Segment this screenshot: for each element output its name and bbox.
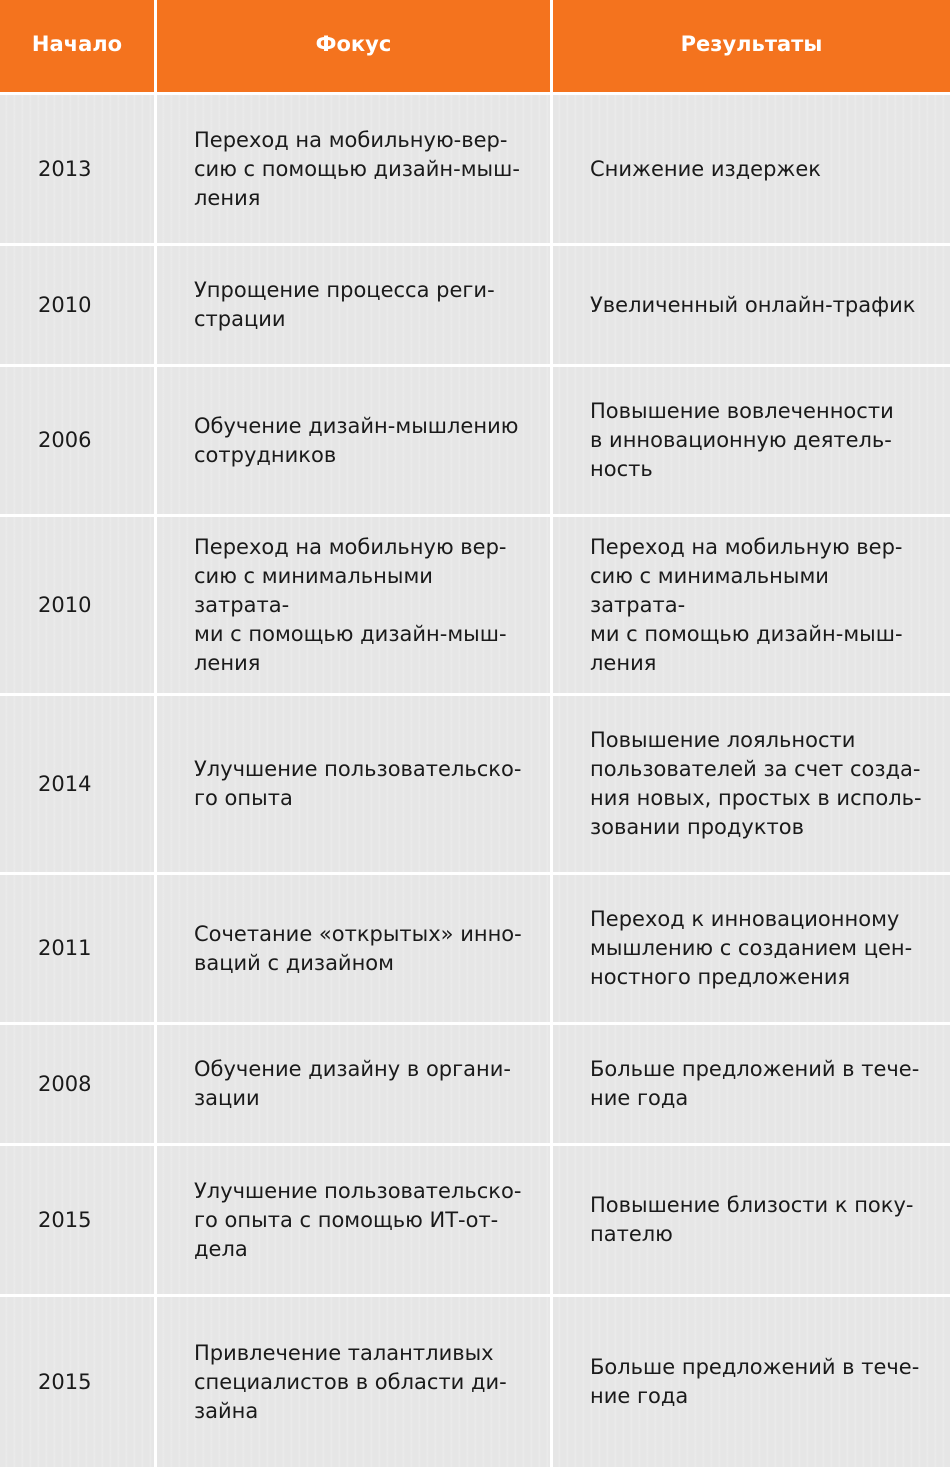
row-8-year: 2015 bbox=[0, 1146, 157, 1297]
row-7-year: 2008 bbox=[0, 1025, 157, 1146]
row-2-result: Увеличенный онлайн-трафик bbox=[553, 246, 950, 367]
header-results: Результаты bbox=[553, 0, 950, 95]
row-2-year: 2010 bbox=[0, 246, 157, 367]
row-8-result: Повышение близости к поку- пателю bbox=[553, 1146, 950, 1297]
header-focus: Фокус bbox=[157, 0, 553, 95]
row-3-year: 2006 bbox=[0, 367, 157, 517]
row-6-focus: Сочетание «открытых» инно- ваций с дизайном bbox=[157, 875, 553, 1025]
row-2-focus: Упрощение процесса реги- страции bbox=[157, 246, 553, 367]
row-6-result: Переход к инновационному мышлению с созданием цен- ностного предложения bbox=[553, 875, 950, 1025]
row-8-focus: Улучшение пользовательско- го опыта с помощью ИТ-от- дела bbox=[157, 1146, 553, 1297]
row-4-focus: Переход на мобильную вер- сию с минимальными затрата- ми с помощью дизайн-мыш- ления bbox=[157, 517, 553, 696]
row-1-result: Снижение издержек bbox=[553, 95, 950, 246]
row-1-focus: Переход на мобильную-вер- сию с помощью дизайн-мыш- ления bbox=[157, 95, 553, 246]
row-5-result: Повышение лояльности пользователей за счет созда- ния новых, простых в исполь- зовании продуктов bbox=[553, 696, 950, 875]
row-7-focus: Обучение дизайну в органи- зации bbox=[157, 1025, 553, 1146]
row-9-result: Больше предложений в тече- ние года bbox=[553, 1297, 950, 1470]
row-3-focus: Обучение дизайн-мышлению сотрудников bbox=[157, 367, 553, 517]
header-start: Начало bbox=[0, 0, 157, 95]
row-4-result: Переход на мобильную вер- сию с минимальными затрата- ми с помощью дизайн-мыш- ления bbox=[553, 517, 950, 696]
row-6-year: 2011 bbox=[0, 875, 157, 1025]
row-3-result: Повышение вовлеченности в инновационную деятель- ность bbox=[553, 367, 950, 517]
row-5-year: 2014 bbox=[0, 696, 157, 875]
row-7-result: Больше предложений в тече- ние года bbox=[553, 1025, 950, 1146]
row-9-focus: Привлечение талантливых специалистов в области ди- зайна bbox=[157, 1297, 553, 1470]
row-9-year: 2015 bbox=[0, 1297, 157, 1470]
row-5-focus: Улучшение пользовательско- го опыта bbox=[157, 696, 553, 875]
row-4-year: 2010 bbox=[0, 517, 157, 696]
row-1-year: 2013 bbox=[0, 95, 157, 246]
